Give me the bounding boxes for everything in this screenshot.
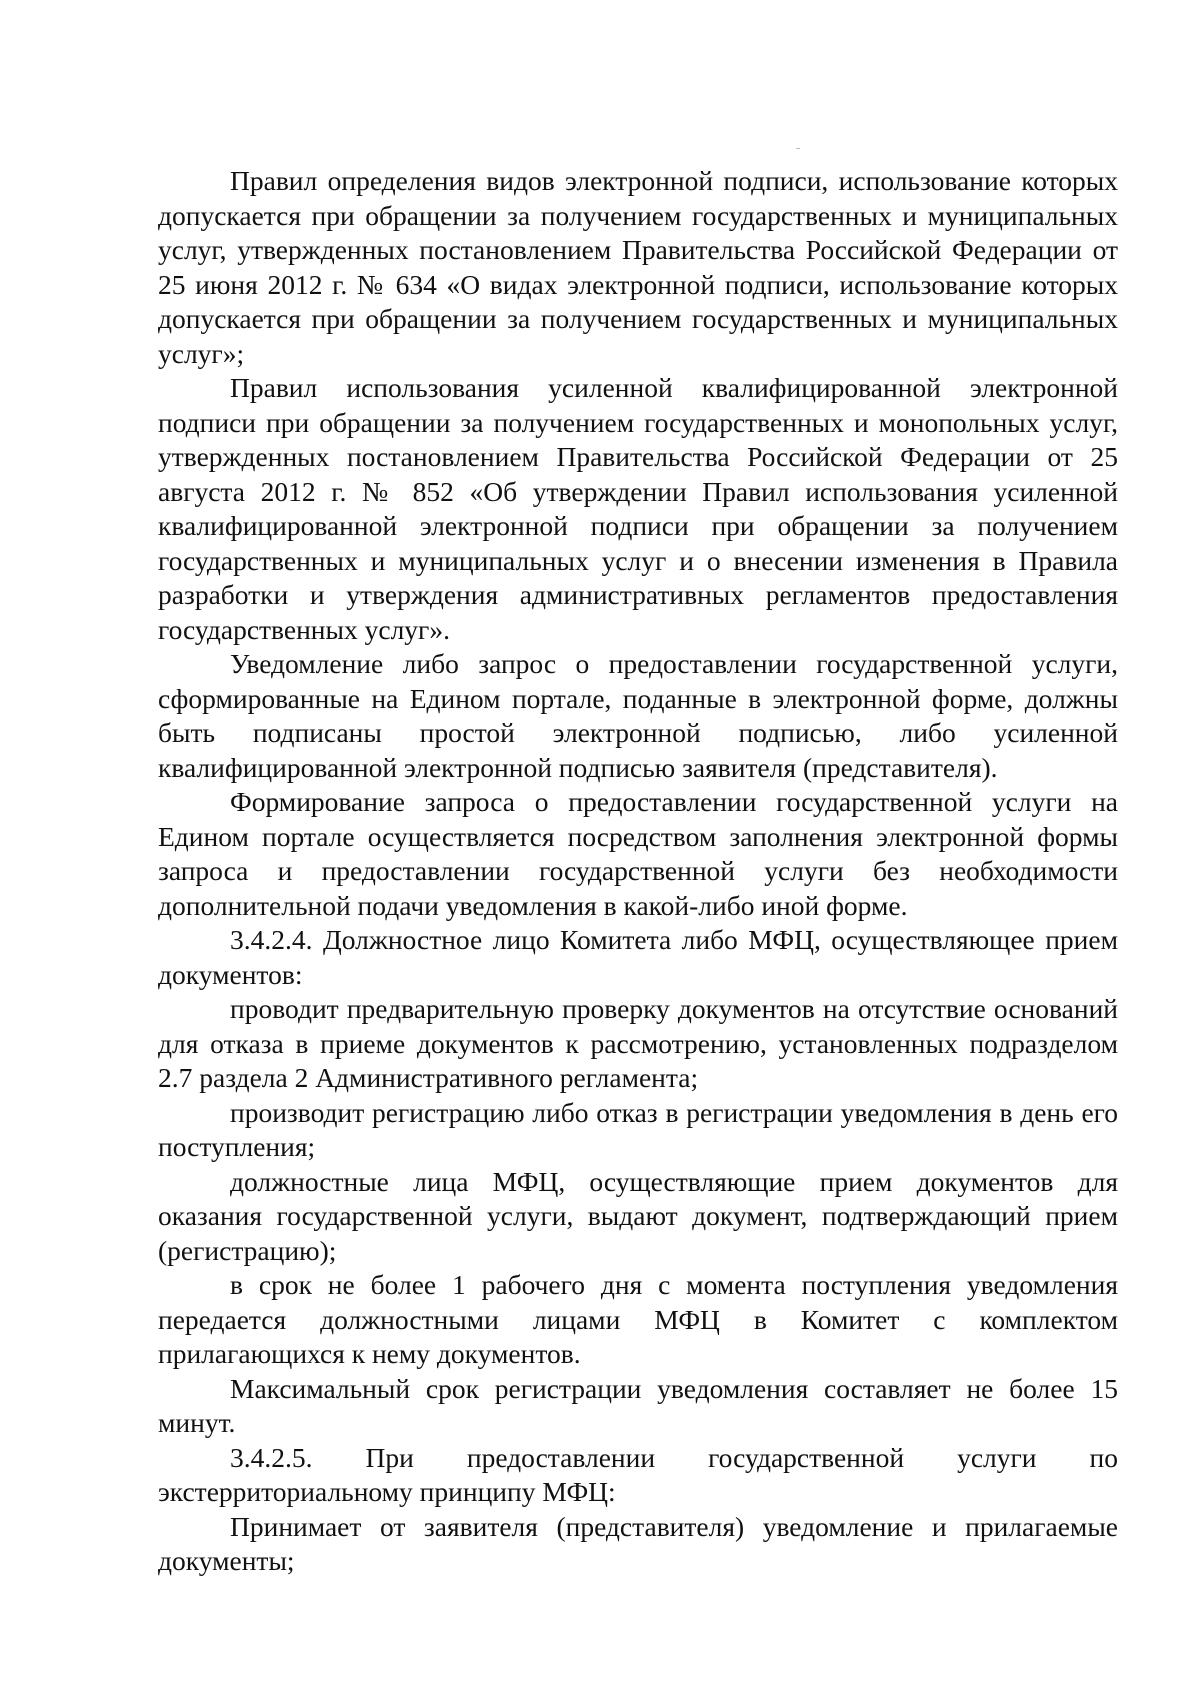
paragraph-6: проводит предварительную проверку документов на отсутствие оснований для отказа в приеме документов к рассмотрению, установленных подразделом 2.7 раздела 2 Административного регламента; — [158, 993, 1118, 1093]
scan-artifact — [796, 148, 800, 149]
paragraph-4: Формирование запроса о предоставлении государственной услуги на Едином портале осуществляется посредством заполнения электронной формы запроса и предоставлении государственной услуги без необходимости дополнительной подачи уведомления в какой-либо иной форме. — [158, 786, 1118, 921]
paragraph-10: Максимальный срок регистрации уведомления составляет не более 15 минут. — [158, 1372, 1118, 1438]
paragraph-5: 3.4.2.4. Должностное лицо Комитета либо МФЦ, осуществляющее прием документов: — [158, 924, 1118, 990]
paragraph-2: Правил использования усиленной квалифицированной электронной подписи при обращении за получением государственных и монопольных услуг, утвержденных постановлением Правительства Российской Федерации от 25 августа 2012 г. № 852 «Об утверждении Правил использования усиленной квалифицированной электронной подписи при обращении за получением государственных и муниципальных услуг и о внесении изменения в Правила разработки и утверждения административных регламентов предоставления государственных услуг». — [158, 372, 1118, 645]
paragraph-11: 3.4.2.5. При предоставлении государственной услуги по экстерриториальному принципу МФЦ: — [158, 1441, 1118, 1507]
paragraph-8: должностные лица МФЦ, осуществляющие прием документов для оказания государственной услуги, выдают документ, подтверждающий прием (регистрацию); — [158, 1165, 1118, 1266]
paragraph-1: Правил определения видов электронной подписи, использование которых допускается при обращении за получением государственных и муниципальных услуг, утвержденных постановлением Правительства Российской Федерации от 25 июня 2012 г. № 634 «О видах электронной подписи, использование которых допускается при обращении за получением государственных и муниципальных услуг»; — [158, 165, 1118, 369]
paragraph-12: Принимает от заявителя (представителя) уведомление и прилагаемые документы; — [158, 1510, 1118, 1576]
paragraph-9: в срок не более 1 рабочего дня с момента поступления уведомления передается должностными лицами МФЦ в Комитет с комплектом прилагающихся к нему документов. — [158, 1269, 1118, 1369]
paragraph-7: производит регистрацию либо отказ в регистрации уведомления в день его поступления; — [158, 1096, 1118, 1162]
document-body — [158, 164, 1118, 1579]
paragraph-3: Уведомление либо запрос о предоставлении государственной услуги, сформированные на Едином портале, поданные в электронной форме, должны быть подписаны простой электронной подписью, либо усиленной квалифицированной электронной подписью заявителя (представителя). — [158, 648, 1118, 783]
